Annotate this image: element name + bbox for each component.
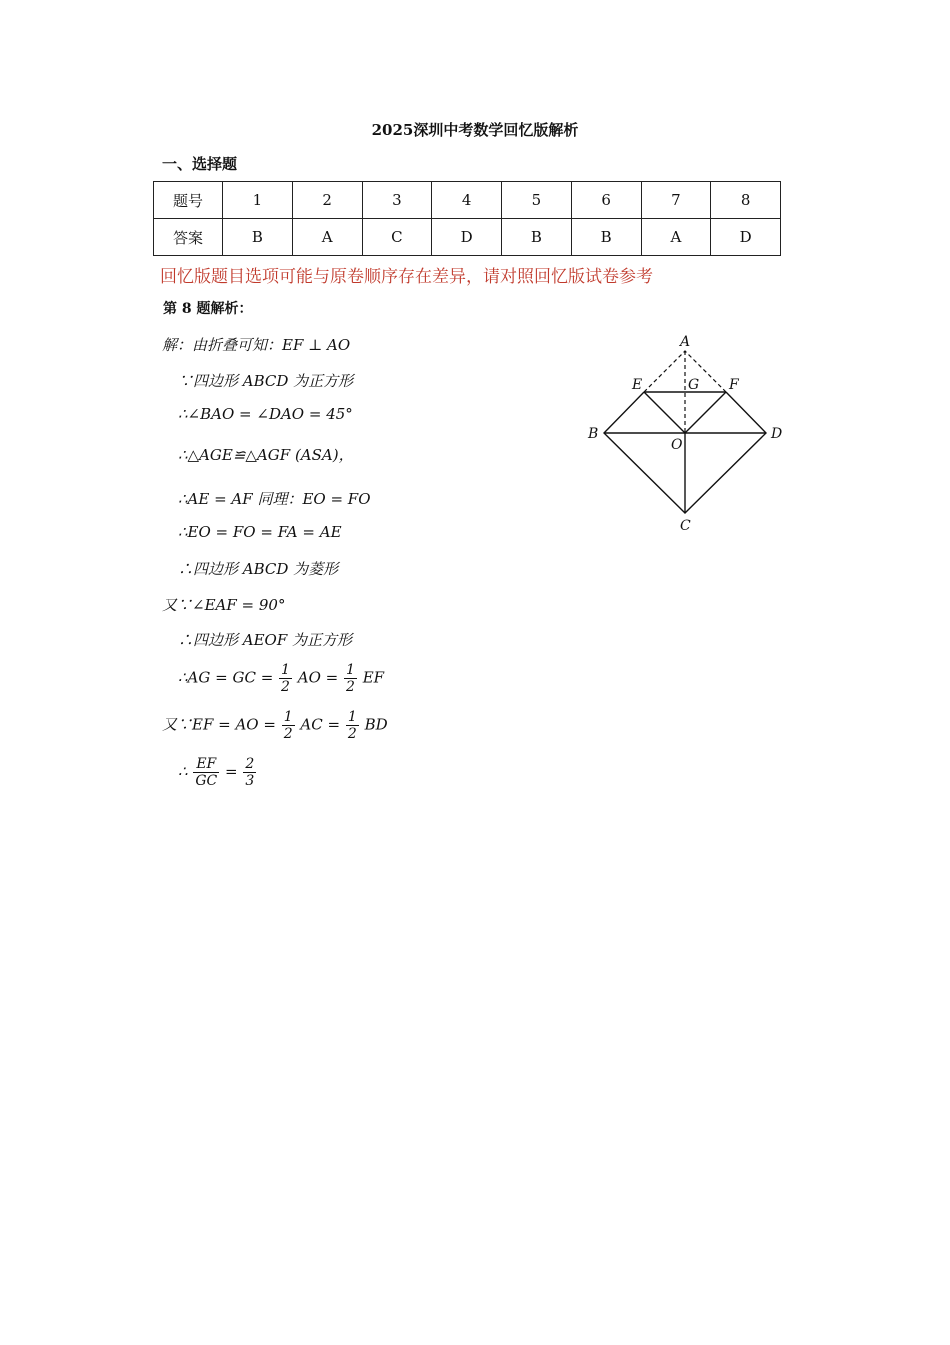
label-g: G bbox=[688, 377, 700, 393]
solution-line-5: ∴AE = AF 同理：EO = FO bbox=[178, 490, 371, 508]
fraction-half: $\frac{1}{2}$ bbox=[346, 662, 355, 695]
solution-line-6: ∴EO = FO = FA = AE bbox=[178, 523, 342, 541]
label-e: E bbox=[632, 377, 643, 393]
label-o: O bbox=[671, 437, 683, 453]
solution-line-8: 又∵∠EAF = 90° bbox=[162, 596, 286, 614]
line11-part-a: 又∵EF = AO = bbox=[162, 715, 276, 734]
fraction-two-thirds: $\frac{2}{3}$ bbox=[245, 756, 255, 789]
fraction-half: $\frac{1}{2}$ bbox=[283, 709, 293, 742]
table-cell: A bbox=[292, 219, 362, 256]
label-a: A bbox=[680, 334, 691, 350]
section-heading: 一、选择题 bbox=[162, 155, 238, 173]
solution-line-9: ∴四边形 AEOF 为正方形 bbox=[178, 631, 353, 649]
solution-line-3: ∴∠BAO = ∠DAO = 45° bbox=[178, 405, 353, 423]
solution-line-12 bbox=[178, 756, 257, 789]
solution-line-11 bbox=[162, 709, 388, 742]
table-cell: 1 bbox=[223, 182, 293, 219]
geometry-figure bbox=[580, 330, 790, 540]
fraction-ef-over-gc: $\frac{EF}{GC}$ bbox=[195, 756, 218, 789]
table-answer-label: 答案 bbox=[154, 219, 223, 256]
table-header-label: 题号 bbox=[154, 182, 223, 219]
line11-part-b: AC = bbox=[300, 715, 341, 734]
table-cell: D bbox=[432, 219, 502, 256]
table-cell: 5 bbox=[502, 182, 572, 219]
table-cell: 7 bbox=[641, 182, 711, 219]
question-8-heading: 第 8 题解析： bbox=[163, 301, 253, 317]
label-d: D bbox=[771, 426, 783, 442]
solution-line-2: ∵四边形 ABCD 为正方形 bbox=[178, 372, 354, 390]
line11-part-c: BD bbox=[364, 715, 388, 734]
line10-part-a: ∴AG = GC = bbox=[178, 668, 274, 687]
table-cell: C bbox=[362, 219, 432, 256]
table-cell: 2 bbox=[292, 182, 362, 219]
table-cell: B bbox=[571, 219, 641, 256]
equals-sign: = bbox=[225, 762, 238, 781]
table-cell: 4 bbox=[432, 182, 502, 219]
table-row-answers bbox=[154, 219, 781, 256]
table-row-numbers bbox=[154, 182, 781, 219]
table-cell: 3 bbox=[362, 182, 432, 219]
answer-table bbox=[153, 181, 781, 256]
line10-part-b: AO = bbox=[297, 668, 339, 687]
label-c: C bbox=[680, 518, 691, 534]
table-cell: A bbox=[641, 219, 711, 256]
solution-line-10 bbox=[178, 662, 384, 695]
solution-line-1: 解：由折叠可知：EF ⊥ AO bbox=[162, 336, 351, 354]
line10-part-c: EF bbox=[362, 668, 385, 687]
segment-fo bbox=[685, 392, 726, 433]
line12-therefore: ∴ bbox=[178, 762, 188, 781]
solution-line-4: ∴△AGE≌△AGF (ASA)， bbox=[178, 446, 354, 464]
fraction-half: $\frac{1}{2}$ bbox=[281, 662, 290, 695]
label-b: B bbox=[588, 426, 599, 442]
disclaimer-note: 回忆版题目选项可能与原卷顺序存在差异，请对照回忆版试卷参考 bbox=[160, 267, 653, 287]
table-cell: 8 bbox=[711, 182, 781, 219]
table-cell: B bbox=[223, 219, 293, 256]
label-f: F bbox=[729, 377, 739, 393]
folded-corner-dashed bbox=[644, 351, 726, 392]
page-title: 2025深圳中考数学回忆版解析 bbox=[371, 121, 579, 139]
table-cell: 6 bbox=[571, 182, 641, 219]
segment-eo bbox=[644, 392, 685, 433]
solution-line-7: ∴四边形 ABCD 为菱形 bbox=[178, 560, 339, 578]
fraction-half: $\frac{1}{2}$ bbox=[347, 709, 357, 742]
table-cell: D bbox=[711, 219, 781, 256]
table-cell: B bbox=[502, 219, 572, 256]
